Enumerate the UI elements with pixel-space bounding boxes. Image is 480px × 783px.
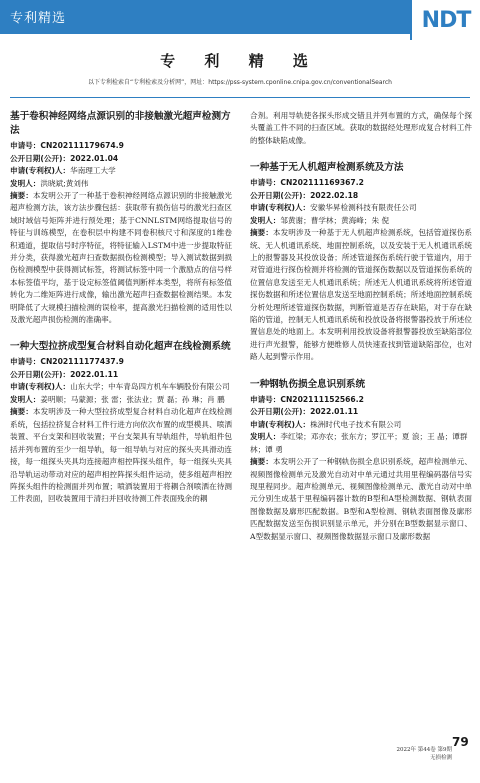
page-number: 79: [452, 735, 469, 749]
inventor: 发明人：李红梁；邓亦农；张东方；罗江平；夏 浪；王 晶；谭群林；谭 勇: [250, 432, 468, 454]
divider: [10, 97, 470, 98]
journal-name: 无损检测: [429, 755, 452, 761]
applicant: 申请(专利权)人：安徽华昇检测科技有限责任公司: [250, 203, 417, 213]
patent-entry: [10, 110, 232, 326]
patent-title: 一种钢轨伤损全息识别系统: [250, 378, 366, 390]
left-column: [10, 110, 232, 520]
publication-date: 公开日期(公开)：2022.01.11: [250, 407, 359, 417]
patent-title: 一种基于无人机超声检测系统及方法: [250, 162, 404, 174]
abstract: 摘要：本发明公开了一种基于卷积神经网络点源识别的非接触激光超声检测方法，该方法步骤包括：获取带有损伤信号的激光扫查区域时域信号矩阵并进行预处理；基于CNNLSTM网络提取信号的特征与训练模型，在卷积层中构建不同卷积核尺寸和深度的1维卷积通道，提取信号时序特征，将特征输入LSTM中进一步提取特征并分类，获得激光超声扫查数据损伤检测模型；导入测试数据到损伤检测模型中获得测试标签，将测试标签中同一个激励点的信号样本标签值平均，基于设定标签值阈值判断样本类型，将所有标签值转化为二维矩阵进行成像，输出激光超声扫查数据检测结果。本发明降低了大规模扫描检测的误检率，提高激光扫描检测的适用性以及激光超声损伤检测的准确率。: [10, 191, 233, 325]
patent-title: 基于卷积神经网络点源识别的非接触激光超声检测方法: [10, 111, 231, 136]
application-number: 申请号：CN202111152566.2: [250, 394, 364, 404]
header-bar: [0, 0, 480, 34]
patent-title: 一种大型拉挤成型复合材料自动化超声在线检测系统: [10, 341, 231, 353]
issue-info: [372, 746, 452, 762]
applicant: 申请(专利权)人：株洲时代电子技术有限公司: [250, 419, 402, 429]
section-title: 专利精选: [10, 11, 67, 26]
application-number: 申请号：CN202111177437.9: [10, 357, 124, 367]
source-note: 以下专利检索自“专利检索及分析网”，网址：https://pss-system.cponline.cnipa.gov.cn/conventionalSearch: [88, 79, 392, 86]
abstract-continuation: 合剂。利用导轨使各探头形成交错且并列布置的方式，确保每个探头覆盖工件不同的扫查区域。获取的数据经处理形成复合材料工件的整体缺陷成像。: [250, 111, 472, 145]
publication-date: 公开日期(公开)：2022.02.18: [250, 190, 359, 200]
abstract: 摘要：本发明涉及一种大型拉挤成型复合材料自动化超声在线检测系统，包括拉挤复合材料工件行进方向依次布置的成型模具、喷洒装置、平台支架和回收装置；平台支架具有导轨组件，导轨组件包括并列布置的至少一组导轨，每一组导轨与对应的探头夹具滑动连接，每一组探头夹具均连接超声相控阵探头组件，每一组探头夹具沿导轨运动带动对应的超声相控阵探头组件运动，使多组超声相控阵探头组件的检测面并列布置；喷洒装置用于将耦合剂喷洒在待测工件表面，回收装置用于清扫并回收待测工件表面残余的耦: [10, 407, 233, 504]
patent-entry: [250, 161, 472, 363]
patent-entry: [10, 340, 232, 505]
inventor: 发明人：姜明顺；马蒙源；张 雷；张法业；贾 磊；孙 琳；肖 鹏: [10, 394, 225, 404]
applicant: 申请(专利权)人：华南理工大学: [10, 166, 116, 175]
page-title: 专 利 精 选: [160, 52, 320, 70]
inventor: 发明人：洪晓斌;黄刘伟: [10, 178, 89, 188]
publication-date: 公开日期(公开)：2022.01.11: [10, 369, 119, 379]
applicant: 申请(专利权)人：山东大学；中车青岛四方机车车辆股份有限公司: [10, 382, 230, 392]
application-number: 申请号：CN202111169367.2: [250, 178, 364, 188]
abstract: 摘要：本发明涉及一种基于无人机超声检测系统，包括管道探伤系统、无人机通讯系统、地面控制系统，以及安装于无人机通讯系统上的报警器及其投放设备；所述管道探伤系统行驶于管道内，用于对管道进行探伤检测并将检测的管道探伤数据以及管道探伤系统的位置信息发送至无人机通讯系统；所述无人机通讯系统将所述管道探伤数据和所述位置信息发送至地面控制系统；所述地面控制系统分析处理所述管道探伤数据，判断管道是否存在缺陷，对于存在缺陷的管道，控制无人机通讯系统和投放设备将报警器投放于所述位置信息处的地面上。本发明利用投放设备将报警器投放至缺陷部位进行声光报警，能够方便维修人员快速查找到管道缺陷部位，也对路人起到警示作用。: [250, 228, 473, 362]
patent-entry: [250, 378, 472, 543]
journal-logo: [410, 0, 480, 40]
right-column: [250, 110, 472, 557]
logo-text: NDT: [421, 7, 471, 33]
abstract: 摘要：本发明公开了一种钢轨伤损全息识别系统，超声检测单元、视频图像检测单元及激光自动对中单元通过共用里程编码器信号实现里程同步。超声检测单元、视频图像检测单元、激光自动对中单元分别生成基于里程编码器计数的B型和A型检测数据、钢轨表面图像数据及廓形匹配数据。B型和A型检测、钢轨表面图像及廓形匹配数据发送至伤损识别显示单元，并分别在B型数据显示窗口、A型数据显示窗口、视频图像数据显示窗口及廓形数据: [250, 457, 473, 541]
issue-label: 2022年 第44卷 第9期: [396, 747, 452, 753]
publication-date: 公开日期(公开)：2022.01.04: [10, 153, 119, 163]
application-number: 申请号：CN202111179674.9: [10, 141, 124, 150]
inventor: 发明人：邹黄谢；曹学林；黄海峰；朱 倪: [250, 215, 390, 225]
